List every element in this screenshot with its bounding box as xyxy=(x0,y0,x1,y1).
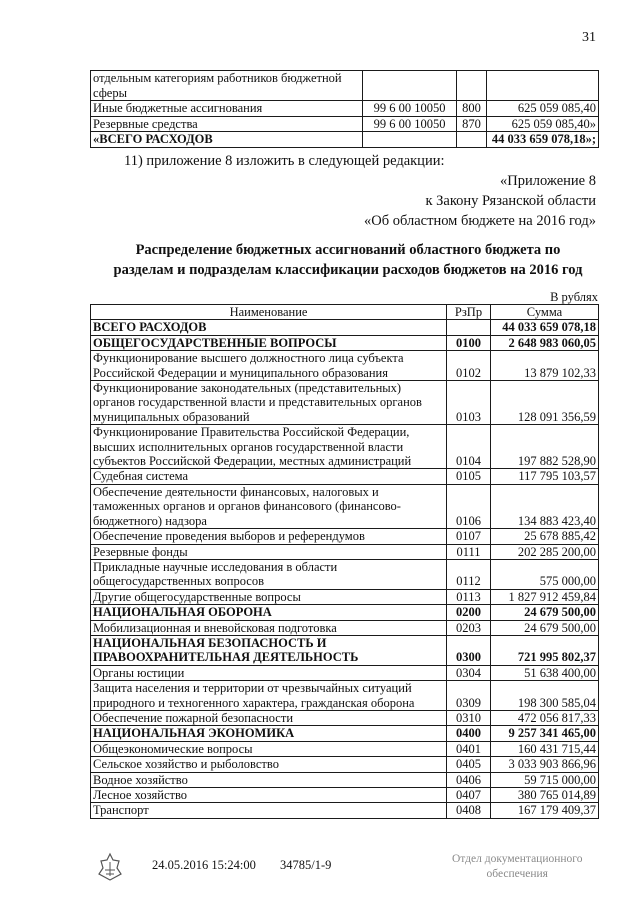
appendix-line: к Закону Рязанской области xyxy=(425,193,596,209)
table-row xyxy=(91,710,599,725)
row-sum: 9 257 341 465,00 xyxy=(491,726,599,741)
table-row xyxy=(91,132,599,148)
table-row xyxy=(91,635,599,665)
table-row xyxy=(91,484,599,528)
row-section-code: 0401 xyxy=(447,741,491,756)
row-expense-type: 800 xyxy=(457,101,487,117)
row-sum: 134 883 423,40 xyxy=(491,484,599,528)
row-section-code: 0408 xyxy=(447,803,491,818)
row-name: Другие общегосударственные вопросы xyxy=(91,589,447,604)
row-sum: 128 091 356,59 xyxy=(491,381,599,425)
row-name: ОБЩЕГОСУДАРСТВЕННЫЕ ВОПРОСЫ xyxy=(91,335,447,350)
row-name: Мобилизационная и вневойсковая подготовка xyxy=(91,620,447,635)
row-sum: 472 056 817,33 xyxy=(491,710,599,725)
table-row xyxy=(91,544,599,559)
row-name: Функционирование Правительства Российской Федерации, высших исполнительных органов государственной власти субъектов Российской Федерации, местных администраций xyxy=(91,425,447,469)
table-row xyxy=(91,101,599,117)
row-name: НАЦИОНАЛЬНАЯ ОБОРОНА xyxy=(91,605,447,620)
heading-line: Распределение бюджетных ассигнований областного бюджета по xyxy=(135,242,561,258)
row-sum: 3 033 903 866,96 xyxy=(491,757,599,772)
table-row xyxy=(91,381,599,425)
row-section-code: 0105 xyxy=(447,469,491,484)
row-sum: 575 000,00 xyxy=(491,559,599,589)
row-name: Резервные фонды xyxy=(91,544,447,559)
row-sum: 202 285 200,00 xyxy=(491,544,599,559)
row-sum: 625 059 085,40 xyxy=(487,101,599,117)
heading-line: разделам и подразделам классификации расходов бюджетов на 2016 год xyxy=(113,262,583,278)
table-row xyxy=(91,335,599,350)
row-section-code: 0406 xyxy=(447,772,491,787)
continuation-table xyxy=(90,70,599,148)
row-section-code: 0113 xyxy=(447,589,491,604)
row-section-code: 0407 xyxy=(447,788,491,803)
row-sum: 44 033 659 078,18»; xyxy=(487,132,599,148)
row-sum: 24 679 500,00 xyxy=(491,620,599,635)
row-sum: 24 679 500,00 xyxy=(491,605,599,620)
row-section-code: 0103 xyxy=(447,381,491,425)
row-target-code: 99 6 00 10050 xyxy=(363,116,457,132)
table-row xyxy=(91,425,599,469)
row-target-code xyxy=(363,132,457,148)
row-section-code: 0405 xyxy=(447,757,491,772)
table-header-row xyxy=(91,305,599,320)
table-row xyxy=(91,559,599,589)
row-sum: 160 431 715,44 xyxy=(491,741,599,756)
row-sum: 625 059 085,40» xyxy=(487,116,599,132)
page-number: 31 xyxy=(582,30,596,45)
row-name: отдельным категориям работников бюджетной сферы xyxy=(91,71,363,101)
row-section-code: 0203 xyxy=(447,620,491,635)
table-row xyxy=(91,351,599,381)
row-sum: 13 879 102,33 xyxy=(491,351,599,381)
table-row xyxy=(91,681,599,711)
header-code: РзПр xyxy=(447,305,491,320)
row-name: Сельское хозяйство и рыболовство xyxy=(91,757,447,772)
table-row xyxy=(91,620,599,635)
row-name: НАЦИОНАЛЬНАЯ ЭКОНОМИКА xyxy=(91,726,447,741)
row-sum: 44 033 659 078,18 xyxy=(491,320,599,335)
header-sum: Сумма xyxy=(491,305,599,320)
department-stamp xyxy=(452,852,582,882)
row-expense-type: 870 xyxy=(457,116,487,132)
row-section-code: 0100 xyxy=(447,335,491,350)
row-name: Водное хозяйство xyxy=(91,772,447,787)
row-sum: 721 995 802,37 xyxy=(491,635,599,665)
table-row xyxy=(91,71,599,101)
table-row xyxy=(91,589,599,604)
header-name: Наименование xyxy=(91,305,447,320)
footer-datetime: 24.05.2016 15:24:00 xyxy=(152,858,256,872)
row-name: Обеспечение деятельности финансовых, налоговых и таможенных органов и органов финансового (финансово-бюджетного) надзора xyxy=(91,484,447,528)
instruction-text: 11) приложение 8 изложить в следующей редакции: xyxy=(124,153,445,169)
row-target-code xyxy=(363,71,457,101)
units-label: В рублях xyxy=(550,290,598,304)
row-sum xyxy=(487,71,599,101)
row-sum: 198 300 585,04 xyxy=(491,681,599,711)
row-section-code: 0400 xyxy=(447,726,491,741)
row-section-code: 0106 xyxy=(447,484,491,528)
row-sum: 59 715 000,00 xyxy=(491,772,599,787)
table-row xyxy=(91,320,599,335)
coat-of-arms-icon xyxy=(97,852,123,882)
table-row xyxy=(91,605,599,620)
row-name: Обеспечение проведения выборов и референдумов xyxy=(91,529,447,544)
row-name: Органы юстиции xyxy=(91,665,447,680)
row-section-code: 0104 xyxy=(447,425,491,469)
stamp-line: Отдел документационного xyxy=(452,853,583,865)
table-row xyxy=(91,757,599,772)
row-name: Судебная система xyxy=(91,469,447,484)
footer-document-code: 34785/1-9 xyxy=(280,858,332,872)
row-name: НАЦИОНАЛЬНАЯ БЕЗОПАСНОСТЬ И ПРАВООХРАНИТЕЛЬНАЯ ДЕЯТЕЛЬНОСТЬ xyxy=(91,635,447,665)
table-row xyxy=(91,665,599,680)
stamp-line: обеспечения xyxy=(486,868,548,880)
row-expense-type xyxy=(457,132,487,148)
row-sum: 1 827 912 459,84 xyxy=(491,589,599,604)
row-name: Общеэкономические вопросы xyxy=(91,741,447,756)
row-section-code: 0200 xyxy=(447,605,491,620)
row-sum: 380 765 014,89 xyxy=(491,788,599,803)
table-row xyxy=(91,772,599,787)
row-name: Прикладные научные исследования в области общегосударственных вопросов xyxy=(91,559,447,589)
row-name: Транспорт xyxy=(91,803,447,818)
row-expense-type xyxy=(457,71,487,101)
table-row xyxy=(91,726,599,741)
row-name: Функционирование законодательных (представительных) органов государственной власти и представительных органов муниципальных образований xyxy=(91,381,447,425)
distribution-table xyxy=(90,304,599,819)
appendix-line: «Приложение 8 xyxy=(500,173,596,189)
row-sum: 197 882 528,90 xyxy=(491,425,599,469)
document-heading xyxy=(95,240,601,280)
row-sum: 167 179 409,37 xyxy=(491,803,599,818)
row-section-code: 0102 xyxy=(447,351,491,381)
table-row xyxy=(91,803,599,818)
row-section-code: 0112 xyxy=(447,559,491,589)
row-target-code: 99 6 00 10050 xyxy=(363,101,457,117)
table-row xyxy=(91,788,599,803)
appendix-reference xyxy=(364,171,596,231)
row-section-code: 0107 xyxy=(447,529,491,544)
table-row xyxy=(91,116,599,132)
row-sum: 2 648 983 060,05 xyxy=(491,335,599,350)
row-name: ВСЕГО РАСХОДОВ xyxy=(91,320,447,335)
table-row xyxy=(91,529,599,544)
row-name: «ВСЕГО РАСХОДОВ xyxy=(91,132,363,148)
row-name: Защита населения и территории от чрезвычайных ситуаций природного и техногенного характера, гражданская оборона xyxy=(91,681,447,711)
row-name: Обеспечение пожарной безопасности xyxy=(91,710,447,725)
appendix-line: «Об областном бюджете на 2016 год» xyxy=(364,213,596,229)
table-row xyxy=(91,741,599,756)
row-name: Резервные средства xyxy=(91,116,363,132)
row-section-code xyxy=(447,320,491,335)
row-section-code: 0300 xyxy=(447,635,491,665)
row-section-code: 0309 xyxy=(447,681,491,711)
row-name: Иные бюджетные ассигнования xyxy=(91,101,363,117)
row-sum: 117 795 103,57 xyxy=(491,469,599,484)
row-name: Функционирование высшего должностного лица субъекта Российской Федерации и муниципального образования xyxy=(91,351,447,381)
row-name: Лесное хозяйство xyxy=(91,788,447,803)
table-row xyxy=(91,469,599,484)
row-sum: 25 678 885,42 xyxy=(491,529,599,544)
row-section-code: 0310 xyxy=(447,710,491,725)
row-sum: 51 638 400,00 xyxy=(491,665,599,680)
row-section-code: 0111 xyxy=(447,544,491,559)
row-section-code: 0304 xyxy=(447,665,491,680)
